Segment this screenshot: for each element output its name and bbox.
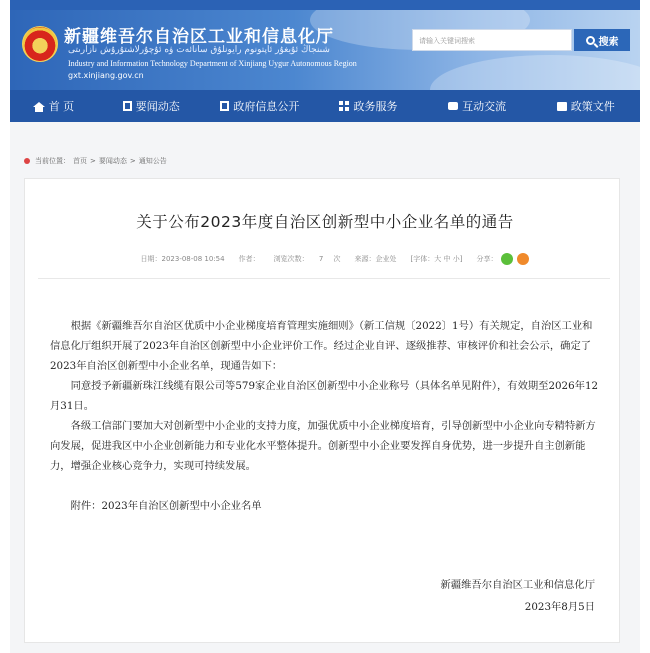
article-paragraph: 各级工信部门要加大对创新型中小企业的支持力度，加强优质中小企业梯度培育，引导创新型中小企业向专精特新方向发展，促进我区中小企业创新能力和专业化水平整体提升。创新型中小企业要发挥自身优势，进一步提升自主创新能力，增强企业核心竞争力，实现可持续发展。 [50,420,596,472]
weibo-icon[interactable] [517,253,529,265]
nav-item-label: 首 页 [48,100,75,113]
views-unit: 次 [333,255,341,263]
nav-item-label: 要闻动态 [135,100,180,113]
share-label: 分享： [476,255,498,263]
article-meta [0,253,650,265]
article-date: 日期：2023-08-08 10:54 [140,255,225,263]
nav-item-policy[interactable] [531,90,640,122]
views-count: 7 [318,255,324,263]
nav-item-home[interactable] [10,90,97,122]
nav-item-label: 互动交流 [462,100,507,113]
grid-icon [339,101,349,111]
site-title-uyghur: شىنجاڭ ئۇيغۇر ئاپتونوم رايونلۇق سانائەت ۋە ئۇچۇرلاشتۇرۇش نازارىتى [68,45,330,55]
nav-item-gov-info[interactable] [206,90,315,122]
search-input[interactable]: 请输入关键词搜索 [412,29,572,51]
breadcrumb-separator: > [129,157,136,165]
nav-item-services[interactable] [314,90,423,122]
search-button-label: 搜索 [598,36,619,48]
article-views [274,254,341,264]
home-icon [33,102,45,107]
nav-item-news[interactable] [97,90,206,122]
wechat-icon[interactable] [501,253,513,265]
signature-date: 2023年8月5日 [524,601,595,613]
breadcrumb-link-home[interactable]: 首页 [73,157,87,165]
top-strip [10,0,640,10]
breadcrumb-separator: > [90,157,96,165]
location-pin-icon [24,158,30,164]
book-icon [557,102,567,111]
document-icon [123,101,132,111]
breadcrumb-prefix: 当前位置： [35,157,70,165]
share-bar [476,253,529,265]
chat-icon [448,102,458,110]
national-emblem-icon [22,26,58,62]
site-title-english: Industry and Information Technology Department of Xinjiang Uygur Autonomous Region [68,59,357,68]
meta-divider [38,278,610,279]
nav-item-label: 政策文件 [570,100,615,113]
breadcrumb-link-news[interactable]: 要闻动态 [98,157,127,165]
article-author: 作者： [238,255,260,263]
article-title: 关于公布2023年度自治区创新型中小企业名单的通告 [136,213,514,231]
views-label: 浏览次数： [273,255,309,263]
document-icon [220,101,229,111]
site-title: 新疆维吾尔自治区工业和信息化厅 [64,27,334,47]
signature-organization: 新疆维吾尔自治区工业和信息化厅 [440,579,595,591]
article-paragraph: 根据《新疆维吾尔自治区优质中小企业梯度培育管理实施细则》（新工信规〔2022〕1号）有关规定，自治区工业和信息化厅组织开展了2023年自治区创新型中小企业评价工作。经过企业自评、逐级推荐、审核评价和社会公示，确定了2023年自治区创新型中小企业名单，现通告如下： [50,320,593,372]
article-paragraph: 同意授予新疆新珠江线缆有限公司等579家企业自治区创新型中小企业称号（具体名单见附件），有效期至2026年12月31日。 [50,380,599,412]
site-domain: gxt.xinjiang.gov.cn [68,71,144,80]
main-nav [10,90,640,122]
font-size-toggle[interactable]: [字体：大 中 小] [410,255,463,263]
article-source: 来源：企业处 [354,255,397,263]
attachment-link[interactable]: 附件：2023年自治区创新型中小企业名单 [70,500,262,512]
nav-item-interaction[interactable] [423,90,532,122]
search-icon [586,36,595,45]
article-body [50,316,600,476]
breadcrumb-link-notices[interactable]: 通知公告 [138,157,167,165]
nav-item-label: 政务服务 [353,100,398,113]
breadcrumb [24,156,167,166]
nav-item-label: 政府信息公开 [233,100,300,113]
search-button[interactable] [574,29,630,51]
